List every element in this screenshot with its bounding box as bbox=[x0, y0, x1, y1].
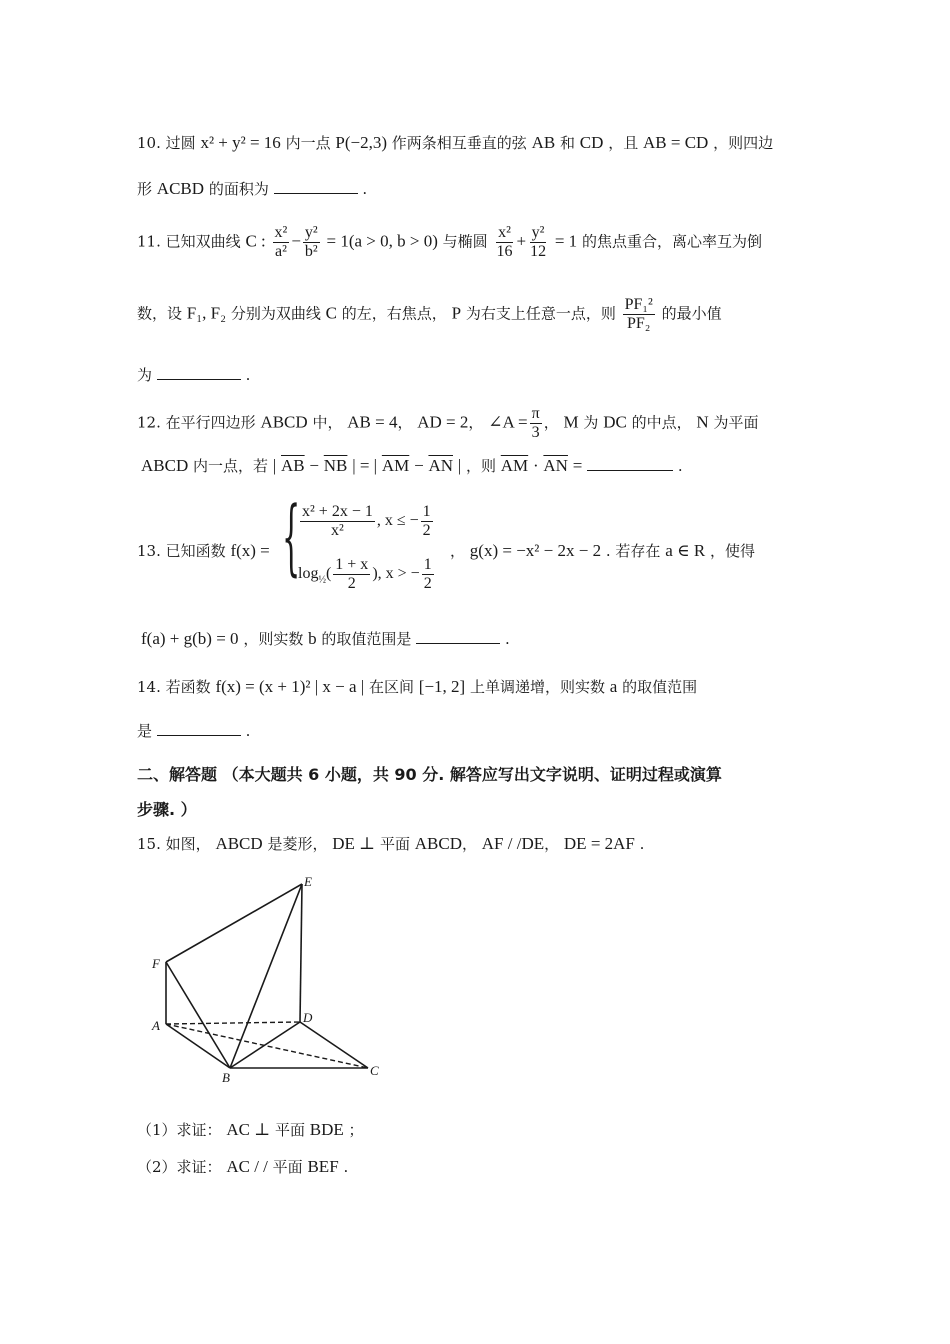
part-label: （1）求证： bbox=[137, 1121, 222, 1139]
question-12-line1 bbox=[137, 405, 758, 442]
text: 已知双曲线 bbox=[165, 232, 241, 251]
fraction-pf1-pf2: $\frac{\text{PF₁²}}{\text{PF₂}}$ bbox=[624, 296, 653, 332]
label-b: B bbox=[222, 1070, 230, 1085]
question-15-line1 bbox=[137, 834, 644, 854]
math-af-parallel-de: AF / /DE bbox=[481, 834, 545, 853]
fraction-y2-12: $\frac{\text{y²}}{12}$ bbox=[530, 224, 547, 260]
answer-blank bbox=[274, 179, 358, 194]
math-dc: DC bbox=[603, 412, 627, 432]
text: 作两条相互垂直的弦 bbox=[391, 134, 527, 152]
fraction-piece1: $\frac{\text{x² + 2x − 1}}{\text{x²}}$ bbox=[302, 503, 373, 539]
text: 是 bbox=[137, 722, 153, 740]
label-a: A bbox=[152, 1018, 160, 1033]
math-ac-parallel: AC / / bbox=[226, 1157, 268, 1176]
question-14-line2 bbox=[137, 721, 250, 741]
text: 的焦点重合，离心率互为倒 bbox=[581, 232, 762, 251]
math-condition: = 1(a > 0, b > 0) bbox=[326, 231, 438, 251]
period: . bbox=[677, 457, 683, 475]
math-angle: ∠A = bbox=[488, 412, 528, 432]
math-point: P(−2,3) bbox=[335, 133, 388, 152]
math-interval: [−1, 2] bbox=[418, 677, 466, 696]
math-fx: f(x) = bbox=[230, 541, 270, 560]
separator: ， bbox=[397, 413, 413, 432]
log-base: ½ bbox=[318, 574, 326, 586]
text: 上单调递增，则实数 bbox=[470, 678, 606, 696]
text: 的中点， bbox=[631, 413, 692, 432]
text: 内一点 bbox=[285, 134, 331, 152]
question-number: 11. bbox=[137, 232, 161, 251]
text: 过圆 bbox=[165, 134, 196, 152]
fraction-x2-a2: $\frac{\text{x²}}{\text{a²}}$ bbox=[274, 224, 288, 260]
text: 为平面 bbox=[713, 413, 759, 432]
text: ，且 bbox=[608, 134, 639, 152]
text: ，则实数 bbox=[243, 630, 304, 648]
section-title-cont: 步骤. ） bbox=[137, 800, 197, 819]
math-a-in-r: a ∈ R bbox=[665, 541, 706, 560]
math-ac-perp: AC ⊥ bbox=[226, 1120, 271, 1139]
text: ，则 bbox=[465, 457, 496, 475]
question-15-part2 bbox=[137, 1157, 348, 1177]
answer-blank bbox=[157, 365, 241, 380]
text: 的面积为 bbox=[208, 180, 269, 198]
text: 平面 bbox=[274, 1121, 305, 1139]
question-number: 15. bbox=[137, 835, 161, 853]
text: 形 bbox=[137, 180, 153, 198]
text: 为 bbox=[137, 366, 153, 384]
log: log bbox=[298, 565, 319, 583]
vector-am: $\overline{AM}$ bbox=[381, 456, 410, 475]
question-number: 10. bbox=[137, 134, 161, 152]
abs-bar: | bbox=[457, 456, 462, 475]
math-de-2af: DE = 2AF bbox=[563, 834, 635, 853]
math-minus: − bbox=[309, 456, 319, 475]
label-f: F bbox=[152, 956, 160, 971]
math-bef: BEF bbox=[307, 1157, 339, 1176]
vector-am: $\overline{AM}$ bbox=[500, 456, 529, 475]
vector-an: $\overline{AN}$ bbox=[428, 456, 453, 475]
text: ，则四边 bbox=[713, 134, 774, 152]
question-number: 12. bbox=[137, 413, 161, 432]
vector-ab: $\overline{AB}$ bbox=[281, 456, 305, 475]
math-eq: = bbox=[572, 456, 583, 475]
question-13-line2 bbox=[141, 629, 510, 649]
text: 在区间 bbox=[369, 678, 415, 696]
fraction-y2-b2: $\frac{\text{y²}}{\text{b²}}$ bbox=[304, 224, 318, 260]
math-ab4: AB = 4 bbox=[347, 412, 398, 432]
geometry-figure bbox=[140, 872, 390, 1087]
section-title: 二、解答题 （本大题共 6 小题，共 90 分. 解答应写出文字说明、证明过程或演算 bbox=[137, 765, 722, 784]
fraction-half: $\frac{1}{2}$ bbox=[422, 503, 431, 539]
math-c: C : bbox=[245, 231, 266, 251]
piece-1 bbox=[298, 503, 435, 540]
edge-ac-hidden bbox=[166, 1024, 368, 1068]
separator: ， bbox=[461, 835, 477, 853]
fraction-piece2: $\frac{1 + x}{2}$ bbox=[335, 556, 369, 592]
question-10-line2 bbox=[137, 179, 367, 199]
text: 为 bbox=[583, 413, 599, 432]
math-acbd: ACBD bbox=[156, 179, 205, 198]
separator: ， bbox=[544, 835, 560, 853]
part-label: （2）求证： bbox=[137, 1158, 222, 1176]
fraction-pi-3: $\frac{\pi}{3}$ bbox=[531, 405, 540, 441]
answer-blank bbox=[587, 456, 673, 471]
math-plus: + bbox=[516, 231, 527, 251]
question-11-line1 bbox=[137, 224, 762, 261]
text: 的取值范围是 bbox=[321, 630, 412, 648]
text: 平面 bbox=[379, 835, 410, 853]
math-minus: − bbox=[291, 231, 301, 251]
question-14-line1 bbox=[137, 677, 697, 697]
text: 分别为双曲线 bbox=[230, 304, 321, 323]
answer-blank bbox=[157, 721, 241, 736]
text: ，使得 bbox=[709, 542, 755, 560]
text: 与椭圆 bbox=[442, 232, 488, 251]
math-m: M bbox=[563, 412, 579, 432]
fraction-half: $\frac{1}{2}$ bbox=[423, 556, 432, 592]
math-ab: AB bbox=[531, 133, 556, 152]
math-bde: BDE bbox=[309, 1120, 344, 1139]
text: 和 bbox=[560, 134, 576, 152]
question-number: 13. bbox=[137, 542, 161, 560]
math-fx: f(x) = (x + 1)² | x − a | bbox=[215, 677, 365, 696]
math-abcd: ABCD bbox=[215, 834, 263, 853]
question-11-line2 bbox=[137, 296, 722, 333]
math-circle-equation: x² + y² = 16 bbox=[200, 133, 281, 152]
math-n: N bbox=[696, 412, 709, 432]
math-de-perp: DE ⊥ bbox=[332, 834, 376, 853]
separator: ； bbox=[348, 1121, 364, 1139]
question-13-line1-cont bbox=[450, 541, 755, 561]
period: . bbox=[245, 722, 251, 740]
edge-fb bbox=[166, 962, 230, 1068]
vector-nb: $\overline{NB}$ bbox=[323, 456, 348, 475]
answer-blank bbox=[416, 629, 500, 644]
math-gx: g(x) = −x² − 2x − 2 bbox=[469, 541, 602, 560]
math-abcd: ABCD bbox=[414, 834, 462, 853]
edge-fe bbox=[166, 884, 302, 962]
question-13-line1 bbox=[137, 541, 270, 561]
text: 中， bbox=[312, 413, 343, 432]
piece1-condition: , x ≤ − bbox=[376, 512, 419, 530]
text: . 若存在 bbox=[605, 542, 661, 560]
math-eq1: = 1 bbox=[554, 231, 578, 251]
math-abcd: ABCD bbox=[141, 456, 189, 475]
math-c: C bbox=[325, 303, 337, 323]
text: 的最小值 bbox=[661, 304, 722, 323]
period: . bbox=[245, 366, 251, 384]
period: . bbox=[639, 835, 645, 853]
math-cd: CD bbox=[579, 133, 604, 152]
text: 若函数 bbox=[165, 678, 211, 696]
math-abs-eq: | = | bbox=[352, 456, 378, 475]
text: 为右支上任意一点，则 bbox=[465, 304, 616, 323]
math-foci: F₁, F₂ bbox=[186, 303, 227, 323]
text: 的取值范围 bbox=[622, 678, 698, 696]
text: 数，设 bbox=[137, 304, 183, 323]
math-b: b bbox=[308, 629, 317, 648]
edge-ad-hidden bbox=[166, 1022, 300, 1024]
question-number: 14. bbox=[137, 678, 161, 696]
piece-2: $\log_{\frac{1}{2}}$( $\frac{1 + x}{2}$ ), x > − $\frac{1}{2}$ bbox=[298, 556, 432, 592]
math-ad2: AD = 2 bbox=[417, 412, 469, 432]
period: . bbox=[504, 630, 510, 648]
math-abcd: ABCD bbox=[260, 412, 308, 432]
text: 平面 bbox=[272, 1158, 303, 1176]
edge-db bbox=[230, 1022, 300, 1068]
separator: ， bbox=[543, 413, 559, 432]
label-d: D bbox=[303, 1010, 313, 1025]
question-15-part1 bbox=[137, 1120, 364, 1140]
text: 如图， bbox=[165, 835, 211, 853]
math-minus: − bbox=[414, 456, 424, 475]
question-11-line3 bbox=[137, 365, 250, 385]
label-c: C bbox=[370, 1063, 379, 1078]
text: 已知函数 bbox=[165, 542, 226, 560]
text: 内一点，若 bbox=[193, 457, 269, 475]
separator: ， bbox=[468, 413, 484, 432]
math-ab-eq-cd: AB = CD bbox=[643, 133, 709, 152]
abs-bar: | bbox=[272, 456, 277, 475]
period: . bbox=[362, 180, 368, 198]
separator: ， bbox=[450, 542, 466, 560]
piecewise-brace: { bbox=[282, 490, 301, 585]
text: 的左，右焦点， bbox=[341, 304, 447, 323]
fraction-x2-16: $\frac{\text{x²}}{16}$ bbox=[496, 224, 513, 260]
text: 在平行四边形 bbox=[165, 413, 256, 432]
edge-ed bbox=[300, 884, 302, 1022]
math-fa-gb: f(a) + g(b) = 0 bbox=[141, 629, 239, 648]
question-10-line1 bbox=[137, 133, 773, 153]
piece2-condition: ), x > − bbox=[372, 565, 420, 583]
math-p: P bbox=[451, 303, 462, 323]
label-e: E bbox=[304, 874, 312, 889]
math-a: a bbox=[609, 677, 618, 696]
period: . bbox=[343, 1158, 349, 1176]
vector-an: $\overline{AN}$ bbox=[543, 456, 568, 475]
question-12-line2 bbox=[141, 456, 683, 476]
math-dot: · bbox=[532, 456, 539, 475]
text: 是菱形， bbox=[267, 835, 328, 853]
